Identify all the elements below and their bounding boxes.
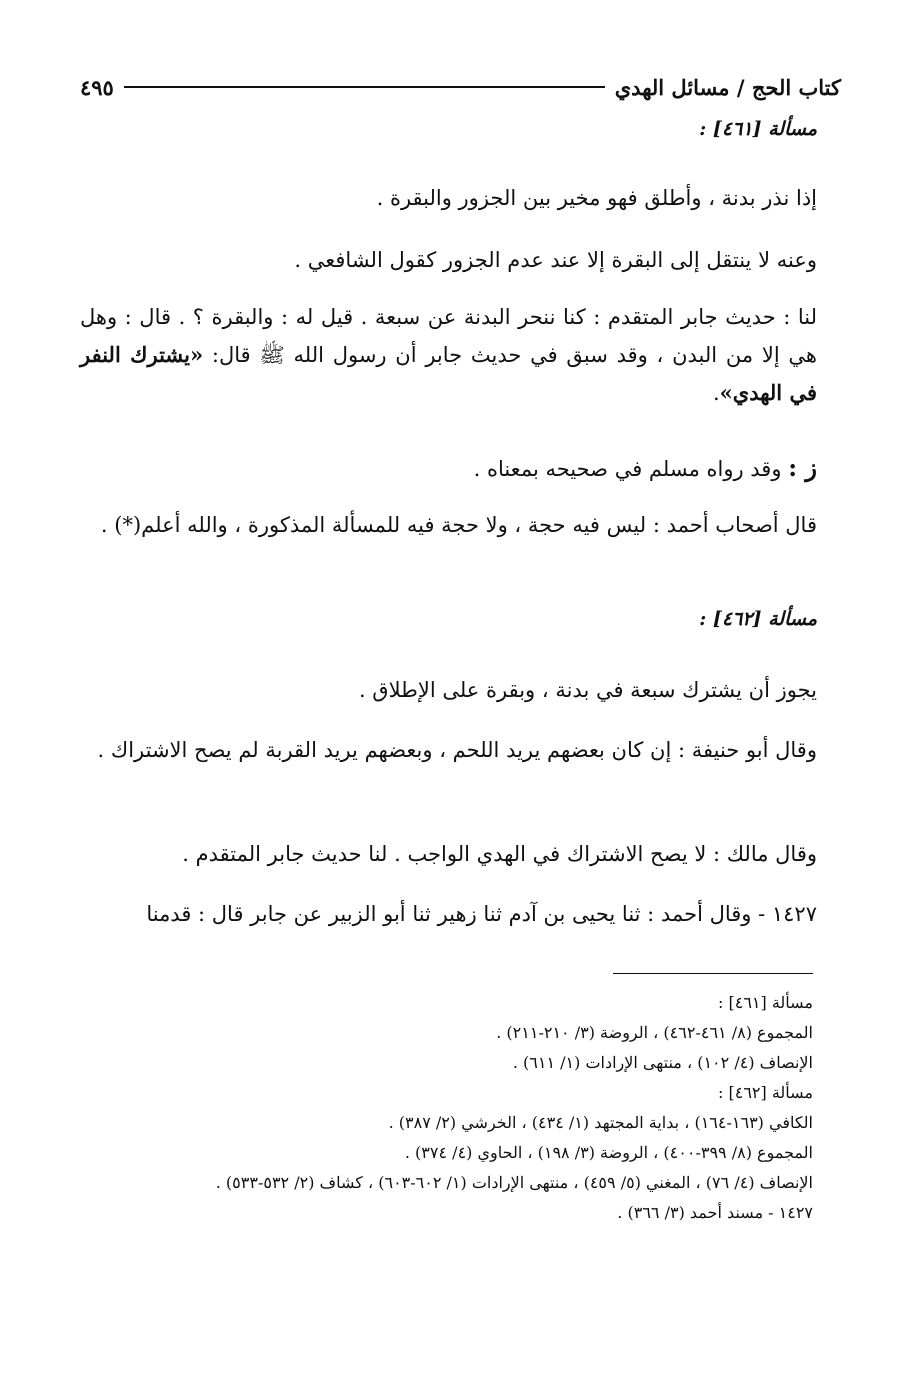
header-rule [124, 86, 605, 88]
footnote-461-line-1: المجموع (٨/ ٤٦١-٤٦٢) ، الروضة (٣/ ٢١٠-٢١١) . [496, 1023, 813, 1042]
issue-462-para-1: يجوز أن يشترك سبعة في بدنة ، وبقرة على الإطلاق . [358, 678, 817, 702]
para-3-text: لنا : حديث جابر المتقدم : كنا ننحر البدنة عن سبعة . قيل له : والبقرة ؟ . قال : وهل هي إلا من البدن ، وقد سبق في حديث جابر أن رسول الله ﷺ قال: [80, 305, 817, 367]
para-3-end: . [712, 381, 720, 405]
page-number: ٤٩٥ [80, 74, 114, 100]
chapter-title: كتاب الحج / مسائل الهدي [614, 74, 841, 100]
para-4-text: وقد رواه مسلم في صحيحه بمعناه . [473, 457, 782, 481]
issue-461-para-4 [80, 446, 817, 491]
footnote-rule [613, 973, 813, 974]
footnote-462-line-3: الإنصاف (٤/ ٧٦) ، المغني (٥/ ٤٥٩) ، منتهى الإرادات (١/ ٦٠٢-٦٠٣) ، كشاف (٢/ ٥٣٢-٥٣٣) . [215, 1173, 813, 1192]
issue-461-para-3 [80, 298, 817, 412]
annotation-mark: ز : [788, 453, 817, 482]
footnote-461-line-2: الإنصاف (٤/ ١٠٢) ، منتهى الإرادات (١/ ٦١١) . [512, 1053, 813, 1072]
hadith-quote: «يشترك النفر في الهدي» [80, 342, 817, 405]
footnote-1427: ١٤٢٧ - مسند أحمد (٣/ ٣٦٦) . [617, 1203, 813, 1222]
footnotes [80, 988, 813, 1228]
footnote-462-heading: مسألة [٤٦٢] : [718, 1083, 813, 1102]
running-header [80, 70, 841, 104]
issue-461-para-5: قال أصحاب أحمد : ليس فيه حجة ، ولا حجة فيه للمسألة المذكورة ، والله أعلم(*) . [100, 513, 817, 537]
issue-462-para-2: وقال أبو حنيفة : إن كان بعضهم يريد اللحم ، وبعضهم يريد القربة لم يصح الاشتراك . [97, 738, 817, 762]
footnote-462-line-2: المجموع (٨/ ٣٩٩-٤٠٠) ، الروضة (٣/ ١٩٨) ، الحاوي (٤/ ٣٧٤) . [404, 1143, 813, 1162]
issue-461-para-1: إذا نذر بدنة ، وأطلق فهو مخير بين الجزور والبقرة . [376, 186, 817, 210]
footnote-461-heading: مسألة [٤٦١] : [718, 993, 813, 1012]
hadith-1427: ١٤٢٧ - وقال أحمد : ثنا يحيى بن آدم ثنا زهير ثنا أبو الزبير عن جابر قال : قدمنا [146, 902, 817, 926]
issue-462-para-3: وقال مالك : لا يصح الاشتراك في الهدي الواجب . لنا حديث جابر المتقدم . [182, 842, 817, 866]
issue-462-heading: مسألة [٤٦٢] : [699, 608, 817, 630]
issue-461-heading: مسألة [٤٦١] : [699, 118, 817, 140]
footnote-462-line-1: الكافي (١٦٣-١٦٤) ، بداية المجتهد (١/ ٤٣٤) ، الخرشي (٢/ ٣٨٧) . [388, 1113, 813, 1132]
issue-461-para-2: وعنه لا ينتقل إلى البقرة إلا عند عدم الجزور كقول الشافعي . [294, 248, 817, 272]
